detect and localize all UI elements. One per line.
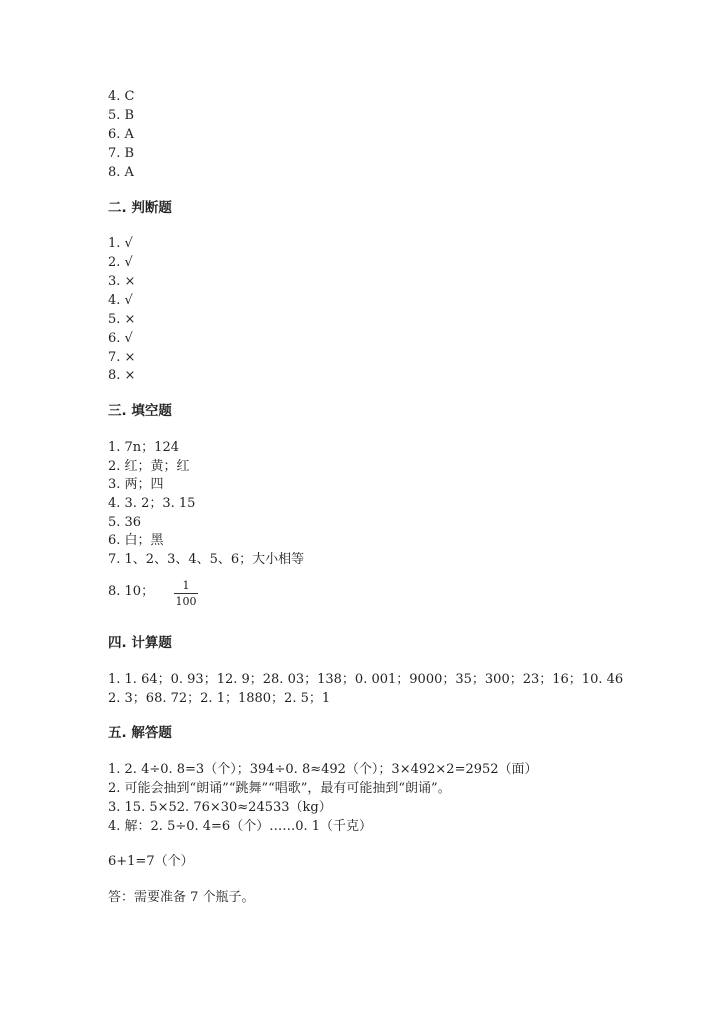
solve-answer-4-step: 6+1=7（个） xyxy=(108,854,194,869)
calc-answer-2: 2. 3；68. 72；2. 1；1880；2. 5；1 xyxy=(108,691,331,706)
solve-answer-3: 3. 15. 5×52. 76×30≈24533（kg） xyxy=(108,800,332,815)
section-2-heading: 二. 判断题 xyxy=(108,200,172,216)
solve-answer-2: 2. 可能会抽到“朗诵”“跳舞”“唱歌”，最有可能抽到“朗诵”。 xyxy=(108,781,451,796)
judge-answer-7: 7. × xyxy=(108,350,136,365)
judge-answer-3: 3. × xyxy=(108,274,136,289)
judge-answer-8: 8. × xyxy=(108,368,136,383)
section-3-heading: 三. 填空题 xyxy=(108,403,172,419)
fraction-numerator: 1 xyxy=(182,579,190,592)
section-4-heading: 四. 计算题 xyxy=(108,635,172,651)
judge-answer-6: 6. √ xyxy=(108,331,133,346)
fill-answer-6: 6. 白；黑 xyxy=(108,533,164,548)
choice-answer-6: 6. A xyxy=(108,127,134,142)
fraction-bar xyxy=(174,593,198,594)
solve-answer-1: 1. 2. 4÷0. 8=3（个）；394÷0. 8≈492（个）；3×492×2=2952（面） xyxy=(108,762,538,777)
judge-answer-4: 4. √ xyxy=(108,293,133,308)
choice-answer-4: 4. C xyxy=(108,89,135,104)
fraction-one-hundredth xyxy=(174,579,198,608)
fill-answer-8: 8. 10； xyxy=(108,584,155,599)
solve-answer-4-conclusion: 答：需要准备 7 个瓶子。 xyxy=(108,890,255,905)
choice-answer-8: 8. A xyxy=(108,165,134,180)
section-5-heading: 五. 解答题 xyxy=(108,725,172,741)
fill-answer-5: 5. 36 xyxy=(108,515,142,530)
fill-answer-4: 4. 3. 2；3. 15 xyxy=(108,496,196,511)
choice-answer-5: 5. B xyxy=(108,108,135,123)
choice-answer-7: 7. B xyxy=(108,146,135,161)
fill-answer-7: 7. 1、2、3、4、5、6；大小相等 xyxy=(108,552,305,567)
fill-answer-1: 1. 7n；124 xyxy=(108,440,179,455)
fill-answer-2: 2. 红；黄；红 xyxy=(108,459,190,474)
fraction-denominator: 100 xyxy=(175,595,197,608)
judge-answer-1: 1. √ xyxy=(108,236,133,251)
fill-answer-3: 3. 两；四 xyxy=(108,477,164,492)
judge-answer-2: 2. √ xyxy=(108,255,133,270)
solve-answer-4: 4. 解：2. 5÷0. 4=6（个）……0. 1（千克） xyxy=(108,819,373,834)
calc-answer-1: 1. 1. 64；0. 93；12. 9；28. 03；138；0. 001；9000；35；300；23；16；10. 46 xyxy=(108,672,624,687)
judge-answer-5: 5. × xyxy=(108,312,136,327)
